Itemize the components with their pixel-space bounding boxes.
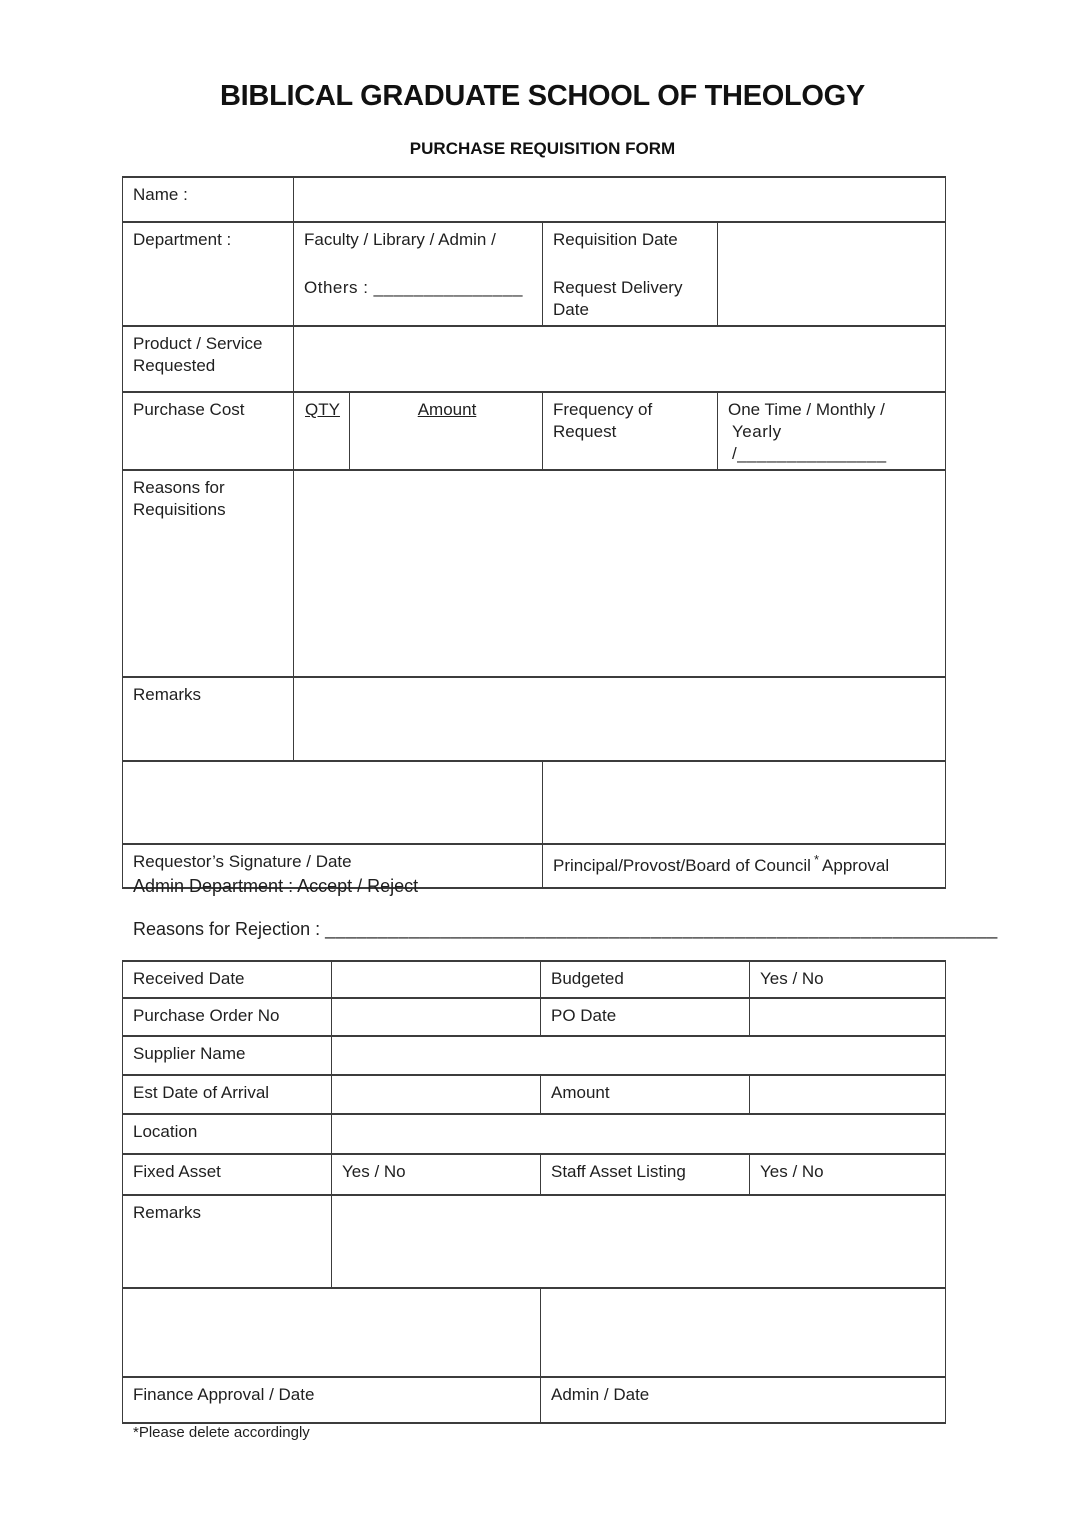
frequency-label: Frequency of Request [553, 400, 653, 441]
supplier-name-label-cell [123, 1036, 332, 1075]
po-date-label: PO Date [551, 1006, 617, 1025]
admin-table [122, 960, 946, 1424]
fixed-asset-options-cell[interactable] [332, 1154, 541, 1195]
budgeted-label: Budgeted [551, 969, 624, 988]
po-date-input-cell[interactable] [750, 998, 946, 1036]
finance-approval-label: Finance Approval / Date [133, 1385, 315, 1404]
document-title: BIBLICAL GRADUATE SCHOOL OF THEOLOGY [220, 80, 865, 112]
received-date-input-cell[interactable] [332, 961, 541, 998]
fixed-asset-options: Yes / No [342, 1162, 406, 1181]
supplier-name-label: Supplier Name [133, 1044, 246, 1063]
staff-asset-options: Yes / No [760, 1162, 824, 1181]
purchase-cost-label-cell [123, 392, 294, 470]
name-label: Name : [133, 185, 188, 204]
remarks-label: Remarks [133, 685, 202, 704]
dates-label-cell [543, 222, 718, 326]
finance-signature-input-cell[interactable] [123, 1288, 541, 1377]
po-date-label-cell [541, 998, 750, 1036]
est-arrival-label: Est Date of Arrival [133, 1083, 270, 1102]
product-service-input-cell[interactable] [294, 326, 946, 392]
approval-label: Principal/Provost/Board of Council [553, 856, 811, 875]
qty-header: QTY [305, 400, 340, 419]
frequency-options-line1: One Time / Monthly / [728, 400, 885, 419]
document-subtitle: PURCHASE REQUISITION FORM [409, 139, 676, 158]
name-label-cell [123, 177, 294, 222]
reasons-input-cell[interactable] [294, 470, 946, 677]
amount-header-cell[interactable] [350, 392, 543, 470]
fixed-asset-label: Fixed Asset [133, 1162, 221, 1181]
requisition-date-label: Requisition Date [553, 230, 678, 249]
admin-date-label: Admin / Date [551, 1385, 650, 1404]
est-arrival-label-cell [123, 1075, 332, 1114]
admin-signature-input-cell[interactable] [541, 1288, 946, 1377]
amount-header: Amount [417, 400, 477, 419]
amount-label-cell [541, 1075, 750, 1114]
department-label: Department : [133, 230, 232, 249]
location-label: Location [133, 1122, 198, 1141]
purchase-order-label-cell [123, 998, 332, 1036]
received-date-label-cell [123, 961, 332, 998]
staff-asset-label-cell [541, 1154, 750, 1195]
purchase-cost-label: Purchase Cost [133, 400, 245, 419]
reasons-label-cell [123, 470, 294, 677]
reasons-label: Reasons for Requisitions [133, 478, 226, 519]
approval-label-suffix: Approval [822, 856, 890, 875]
finance-approval-label-cell [123, 1377, 541, 1423]
rejection-label: Reasons for Rejection : [133, 919, 321, 939]
admin-remarks-label-cell [123, 1195, 332, 1288]
received-date-label: Received Date [133, 969, 245, 988]
budgeted-options-cell[interactable] [750, 961, 946, 998]
frequency-label-cell [543, 392, 718, 470]
amount-label: Amount [551, 1083, 610, 1102]
purchase-order-label: Purchase Order No [133, 1006, 280, 1025]
amount-input-cell[interactable] [750, 1075, 946, 1114]
department-options-cell[interactable] [294, 222, 543, 326]
budgeted-label-cell [541, 961, 750, 998]
staff-asset-label: Staff Asset Listing [551, 1162, 686, 1181]
frequency-options-cell[interactable] [718, 392, 946, 470]
rejection-line [133, 919, 998, 940]
requisition-table [122, 176, 946, 889]
location-label-cell [123, 1114, 332, 1154]
requestor-signature-label: Requestor’s Signature / Date [133, 852, 352, 871]
admin-decision-line: Admin Department : Accept / Reject [133, 876, 419, 896]
request-delivery-date-label: Request Delivery Date [553, 278, 683, 319]
department-others-blank[interactable]: Others : _______________ [304, 278, 524, 297]
supplier-name-input-cell[interactable] [332, 1036, 946, 1075]
purchase-order-input-cell[interactable] [332, 998, 541, 1036]
remarks-label-cell [123, 677, 294, 761]
department-options: Faculty / Library / Admin / [304, 230, 496, 249]
department-label-cell [123, 222, 294, 326]
rejection-blank[interactable]: ________________________________________________________________ [325, 919, 998, 939]
requestor-signature-input-cell[interactable] [123, 761, 543, 844]
location-input-cell[interactable] [332, 1114, 946, 1154]
product-service-label: Product / Service Requested [133, 334, 263, 375]
qty-header-cell[interactable] [294, 392, 350, 470]
admin-date-label-cell [541, 1377, 946, 1423]
admin-remarks-label: Remarks [133, 1203, 202, 1222]
fixed-asset-label-cell [123, 1154, 332, 1195]
footnote: *Please delete accordingly [133, 1424, 310, 1441]
frequency-options-line2[interactable]: Yearly /_______________ [732, 422, 887, 463]
dates-input-cell[interactable] [718, 222, 946, 326]
approval-signature-input-cell[interactable] [543, 761, 946, 844]
admin-remarks-input-cell[interactable] [332, 1195, 946, 1288]
remarks-input-cell[interactable] [294, 677, 946, 761]
name-input-cell[interactable] [294, 177, 946, 222]
approval-label-cell [543, 844, 946, 888]
approval-asterisk: * [813, 852, 820, 868]
product-service-label-cell [123, 326, 294, 392]
budgeted-options: Yes / No [760, 969, 824, 988]
staff-asset-options-cell[interactable] [750, 1154, 946, 1195]
est-arrival-input-cell[interactable] [332, 1075, 541, 1114]
